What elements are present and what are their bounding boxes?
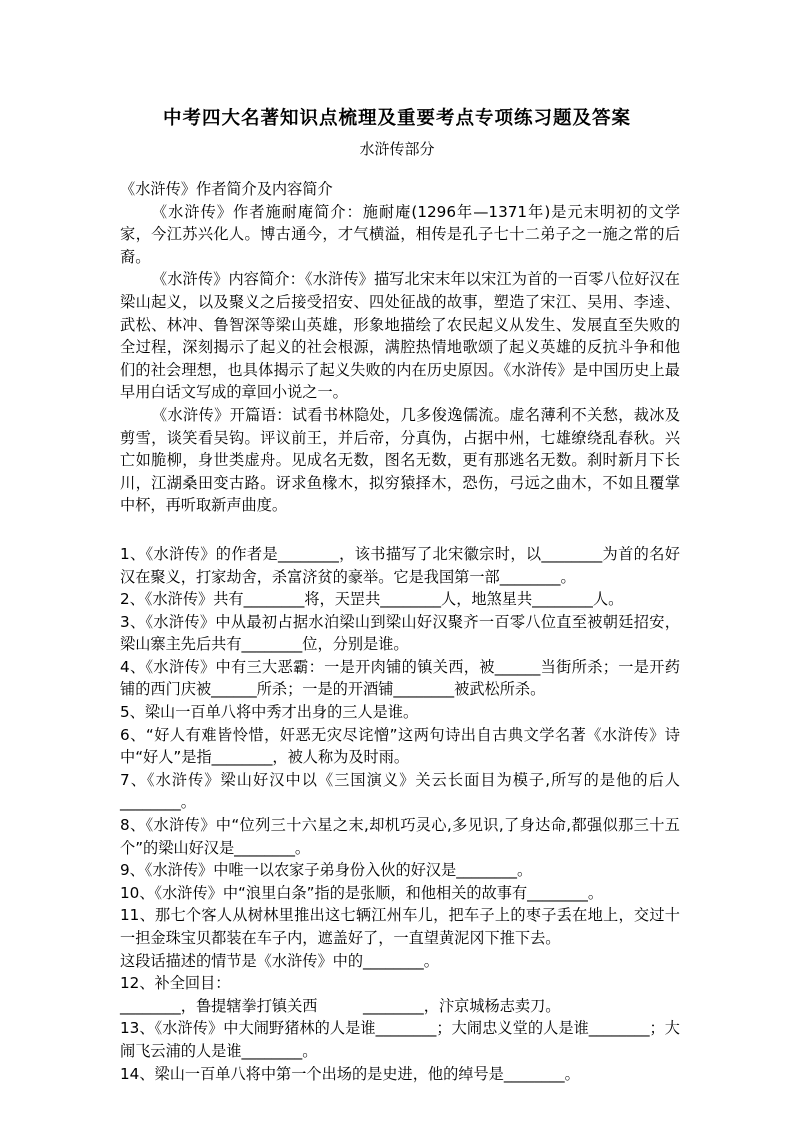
question-7: 7、《水浒传》梁山好汉中以《三国演义》关云长面目为模子,所写的是他的后人________。 (120, 770, 680, 812)
section-heading: 《水浒传》作者简介及内容简介 (120, 180, 333, 198)
question-12: 12、补全回目： (120, 974, 231, 993)
question-3: 3、《水浒传》中从最初占据水泊梁山到梁山好汉聚齐一百零八位直至被朝廷招安，梁山寨主先后共有________位，分别是谁。 (120, 612, 680, 654)
question-9: 9、《水浒传》中唯一以农家子弟身份入伙的好汉是________。 (120, 861, 533, 880)
question-11: 11、那七个客人从树林里推出这七辆江州车儿，把车子上的枣子丢在地上，交过十一担金珠宝贝都装在车子内，遮盖好了，一直望黄泥冈下推下去。 (120, 906, 680, 947)
question-14: 14、梁山一百单八将中第一个出场的是史进，他的绰号是________。 (120, 1064, 580, 1083)
question-2: 2、《水浒传》共有________将，天罡共________人，地煞星共________人。 (120, 590, 624, 609)
question-6: 6、“好人有难皆怜惜，奸恶无灾尽诧憎”这两句诗出自古典文学名著《水浒传》诗中“好人”是指________，被人称为及时雨。 (120, 725, 680, 767)
question-5: 5、梁山一百单八将中秀才出身的三人是谁。 (120, 703, 419, 722)
opening-verse-paragraph: 《水浒传》开篇语：试看书林隐处，几多俊逸儒流。虚名薄利不关愁，裁冰及剪雪，谈笑看吴钩。评议前王，并后帝，分真伪，占据中州，七雄缭绕乱春秋。兴亡如脆柳，身世类虚舟。见成名无数，图名无数，更有那逃名无数。刹时新月下长川，江湖桑田变古路。讶求鱼椽木，拟穷猿择木，恐伤，弓远之曲木，不如且覆掌中杯，再听取新声曲度。 (120, 405, 680, 515)
question-11-prompt: 这段话描述的情节是《水浒传》中的________。 (120, 951, 439, 970)
content-paragraph: 《水浒传》内容简介：《水浒传》描写北宋末年以宋江为首的一百零八位好汉在梁山起义，以及聚义之后接受招安、四处征战的故事，塑造了宋江、吴用、李逵、武松、林冲、鲁智深等梁山英雄，形象地描绘了农民起义从发生、发展直至失败的全过程，深刻揭示了起义的社会根源，满腔热情地歌颂了起义英雄的反抗斗争和他们的社会理想，也具体揭示了起义失败的内在历史原因。《水浒传》是中国历史上最早用白话文写成的章回小说之一。 (120, 270, 680, 402)
paragraph-gap (120, 517, 680, 543)
document-body (120, 178, 680, 1085)
question-8: 8、《水浒传》中“位列三十六星之末,却机巧灵心,多见识,了身达命,都强似那三十五个”的梁山好汉是________。 (120, 816, 680, 857)
question-1: 1、《水浒传》的作者是________，该书描写了北宋徽宗时，以________为首的名好汉在聚义，打家劫舍，杀富济贫的豪举。它是我国第一部________。 (120, 544, 680, 586)
question-13: 13、《水浒传》中大闹野猪林的人是谁________；大闹忠义堂的人是谁________；大闹飞云浦的人是谁________。 (120, 1019, 680, 1060)
page-subtitle: 水浒传部分 (359, 140, 435, 158)
page-title: 中考四大名著知识点梳理及重要考点专项练习题及答案 (162, 108, 631, 129)
question-10: 10、《水浒传》中“浪里白条”指的是张顺，和他相关的故事有________。 (120, 883, 604, 902)
question-12-chapters: ________，鲁提辖拳打镇关西 ________，汴京城杨志卖刀。 (120, 996, 561, 1015)
question-4: 4、《水浒传》中有三大恶霸：一是开肉铺的镇关西，被______当街所杀；一是开药铺的西门庆被______所杀；一是的开酒铺________被武松所杀。 (120, 657, 680, 699)
author-paragraph: 《水浒传》作者施耐庵简介：施耐庵(1296年—1371年)是元末明初的文学家，今江苏兴化人。博古通今，才气横溢，相传是孔子七十二弟子之一施之常的后裔。 (120, 202, 680, 266)
